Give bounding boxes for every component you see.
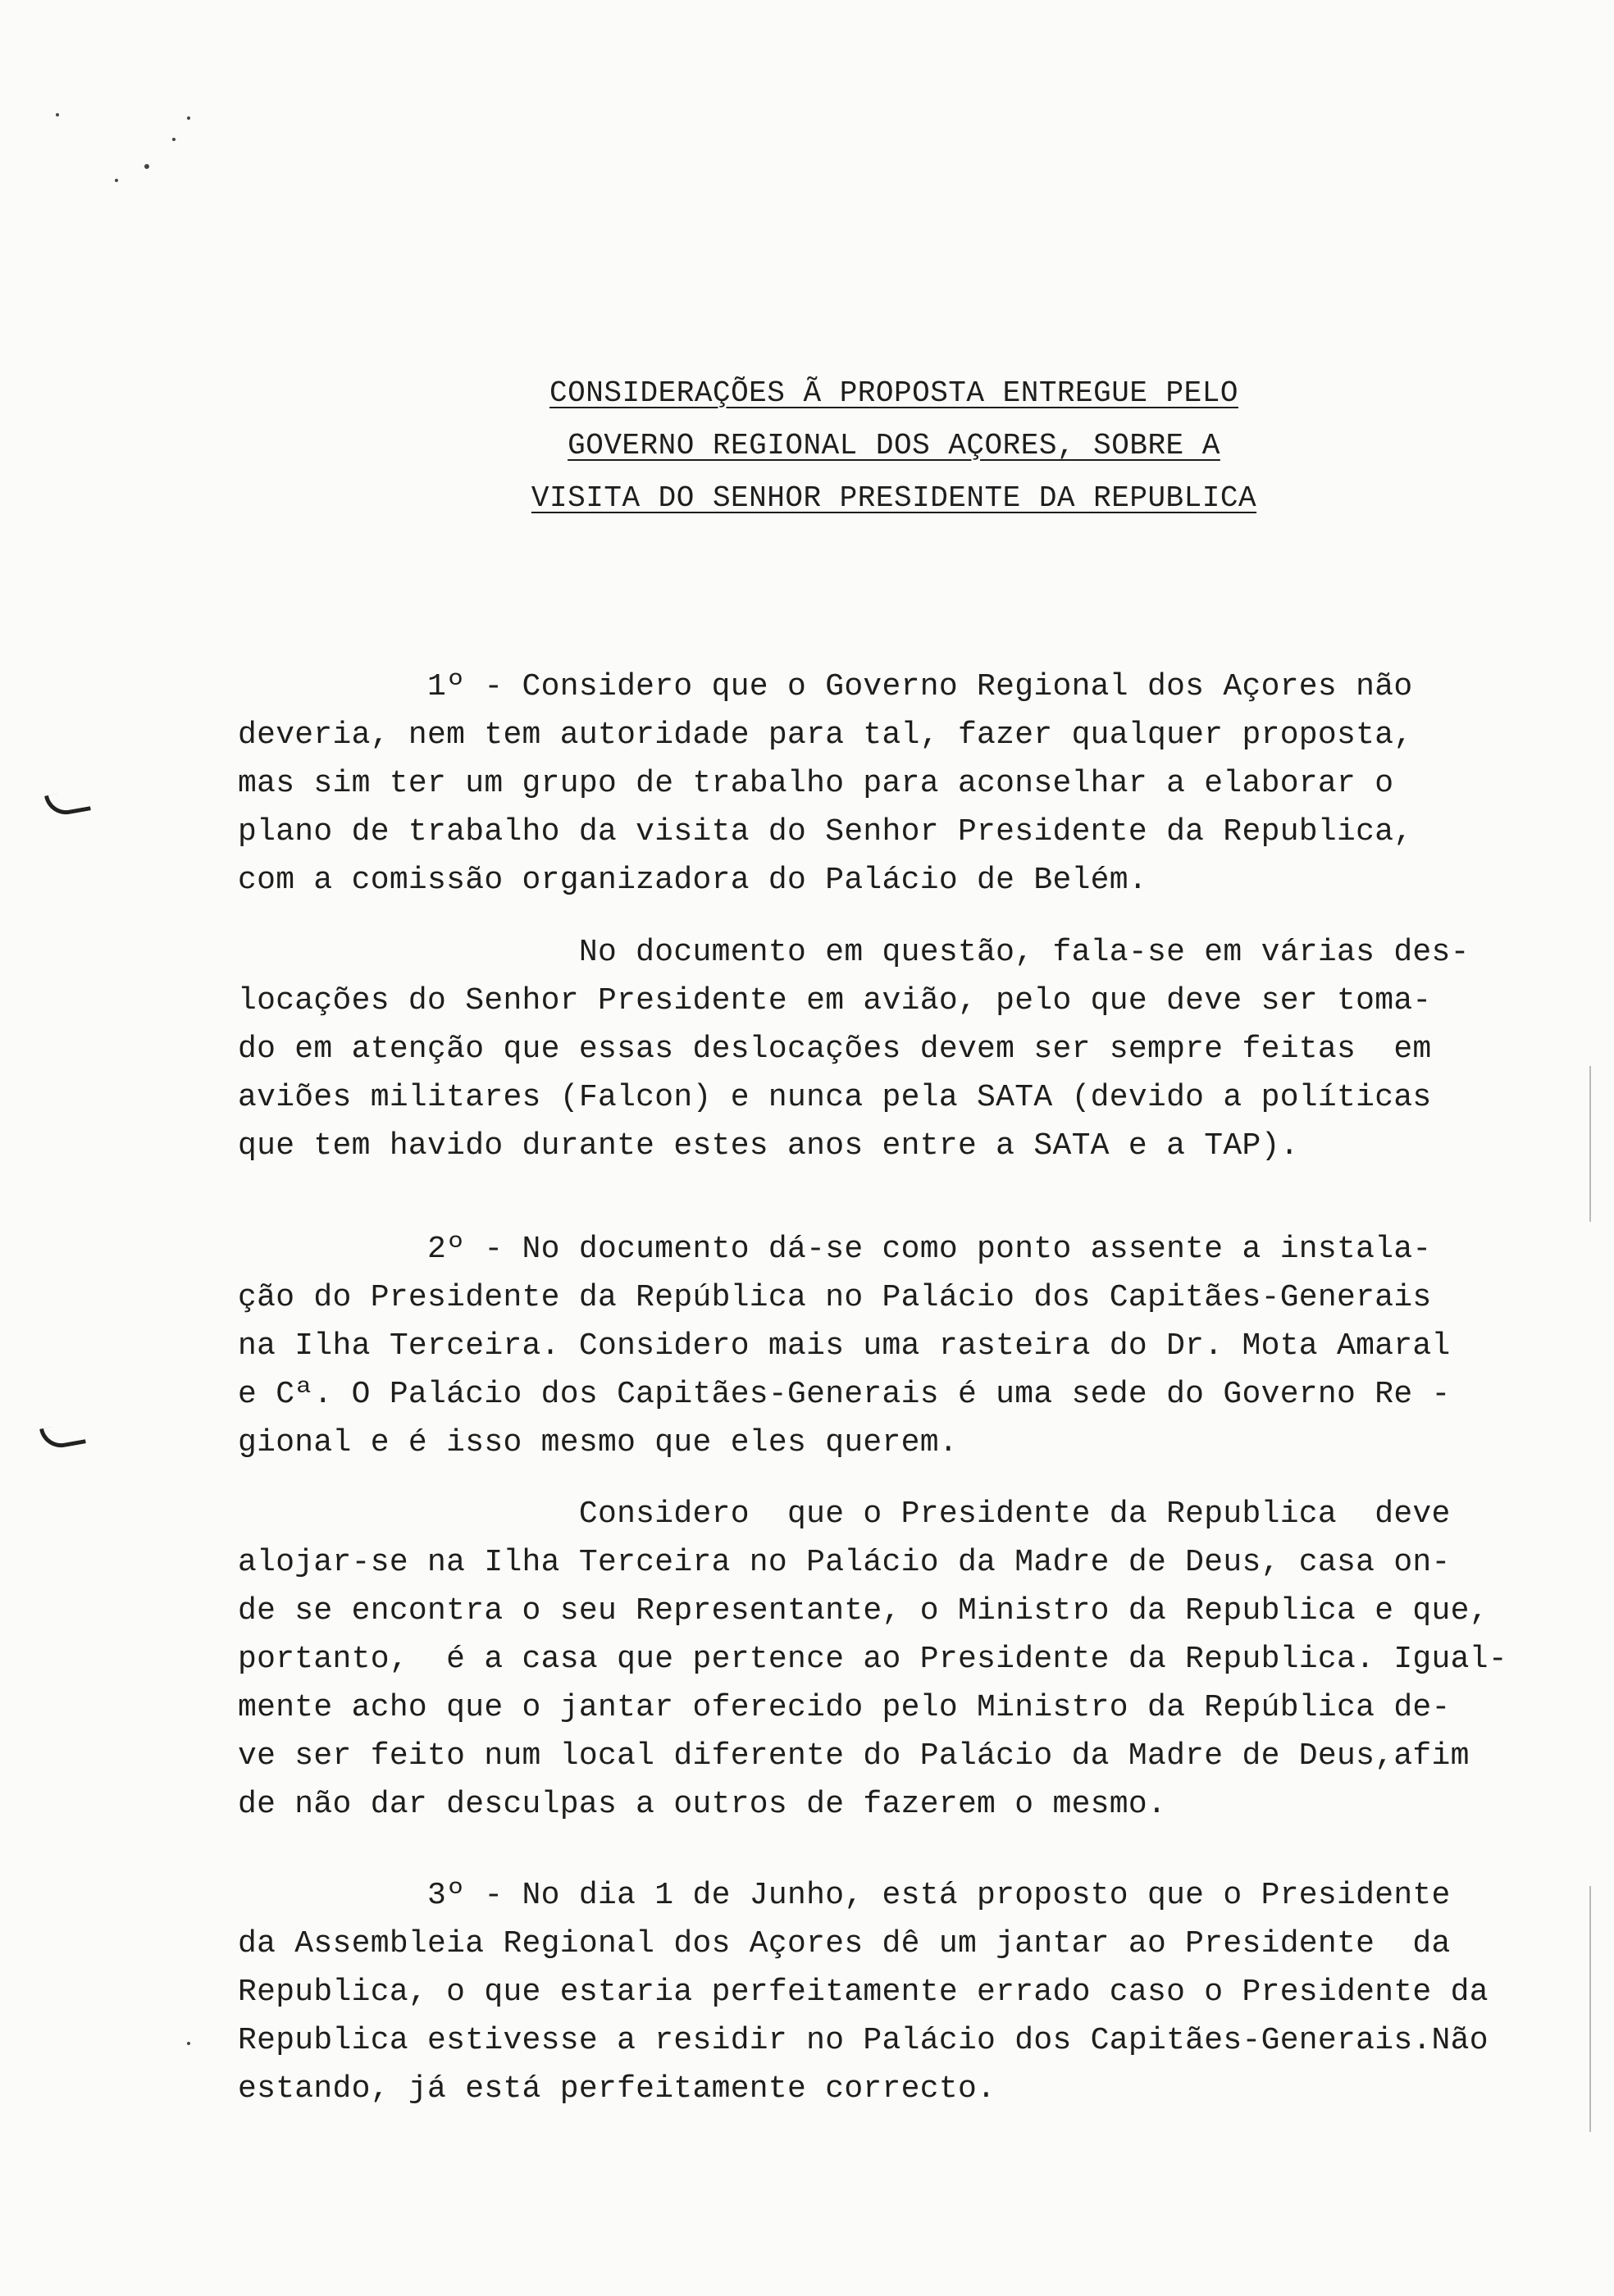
scan-speck [172,138,176,141]
paragraph-line: gional e é isso mesmo que eles querem. [238,1425,958,1460]
paragraph-line: 3º - No dia 1 de Junho, está proposto que o Presidente [238,1878,1451,1913]
paragraph-line: que tem havido durante estes anos entre a SATA e a TAP). [238,1128,1299,1164]
paragraph-line: locações do Senhor Presidente em avião, pelo que deve ser toma- [238,983,1432,1018]
punch-hole-mark-bottom [39,1422,86,1451]
paragraph-line: ção do Presidente da República no Palácio dos Capitães-Generais [238,1280,1432,1315]
paragraph-line: de não dar desculpas a outros de fazerem o mesmo. [238,1787,1167,1822]
document-title [476,367,1312,525]
scan-speck [144,164,149,169]
paragraph-line: do em atenção que essas deslocações devem ser sempre feitas em [238,1032,1432,1067]
title-line: GOVERNO REGIONAL DOS AÇORES, SOBRE A [568,429,1220,462]
paragraph-line: de se encontra o seu Representante, o Ministro da Republica e que, [238,1593,1489,1629]
paragraph-line: 2º - No documento dá-se como ponto assente a instala- [238,1232,1432,1267]
scan-speck [187,2042,190,2045]
title-line: CONSIDERAÇÕES Ã PROPOSTA ENTREGUE PELO [549,376,1238,410]
paragraph-line: da Assembleia Regional dos Açores dê um jantar ao Presidente da [238,1926,1451,1961]
paragraph-line: Considero que o Presidente da Republica deve [238,1496,1451,1532]
punch-hole-mark-top [44,789,91,818]
paragraph-line: mas sim ter um grupo de trabalho para aconselhar a elaborar o [238,766,1394,801]
scan-speck [56,113,59,116]
paragraph-4 [238,1490,1507,1829]
paragraph-1 [238,663,1484,904]
scan-edge-line [1589,1886,1591,2132]
paragraph-line: mente acho que o jantar oferecido pelo Ministro da República de- [238,1690,1451,1725]
paragraph-line: plano de trabalho da visita do Senhor Presidente da Republica, [238,814,1413,850]
paragraph-2 [238,928,1484,1170]
paragraph-line: No documento em questão, fala-se em várias des- [238,935,1470,970]
paragraph-line: aviões militares (Falcon) e nunca pela SATA (devido a políticas [238,1080,1432,1115]
paragraph-3 [238,1225,1484,1467]
paragraph-5 [238,1871,1489,2113]
title-line: VISITA DO SENHOR PRESIDENTE DA REPUBLICA [531,481,1257,515]
paragraph-line: Republica estivesse a residir no Palácio dos Capitães-Generais.Não [238,2023,1489,2058]
scan-speck [115,179,118,182]
paragraph-line: ve ser feito num local diferente do Palácio da Madre de Deus,afim [238,1738,1470,1774]
paragraph-line: na Ilha Terceira. Considero mais uma rasteira do Dr. Mota Amaral [238,1328,1451,1364]
scan-speck [187,116,190,120]
paragraph-line: 1º - Considero que o Governo Regional dos Açores não [238,669,1413,704]
paragraph-line: alojar-se na Ilha Terceira no Palácio da Madre de Deus, casa on- [238,1545,1451,1580]
paragraph-line: deveria, nem tem autoridade para tal, fazer qualquer proposta, [238,718,1413,753]
scan-edge-line [1589,1066,1591,1222]
paragraph-line: portanto, é a casa que pertence ao Presidente da Republica. Igual- [238,1642,1507,1677]
paragraph-line: estando, já está perfeitamente correcto. [238,2071,996,2107]
paragraph-line: Republica, o que estaria perfeitamente errado caso o Presidente da [238,1975,1489,2010]
paragraph-line: e Cª. O Palácio dos Capitães-Generais é uma sede do Governo Re - [238,1377,1451,1412]
paragraph-line: com a comissão organizadora do Palácio de Belém. [238,863,1147,898]
